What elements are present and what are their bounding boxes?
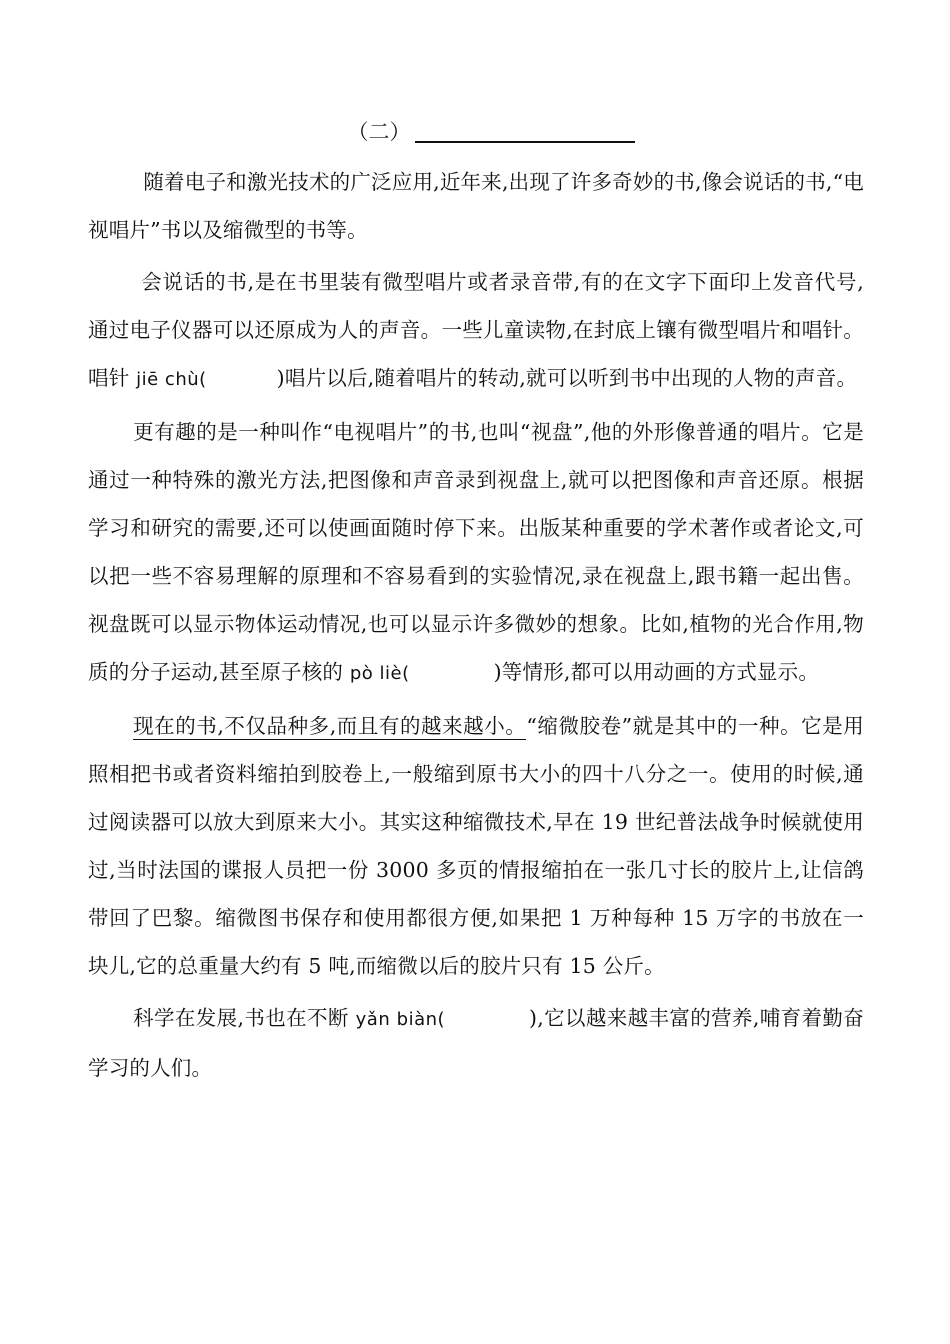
title-blank[interactable] xyxy=(415,119,635,143)
paragraph-2 xyxy=(88,258,864,404)
pinyin-jie-chu: jiē chù( xyxy=(136,369,207,390)
paragraph-4 xyxy=(88,702,864,990)
pinyin-yan-bian: yǎn biàn( xyxy=(355,1009,446,1030)
section-number: （二） xyxy=(347,120,411,144)
paragraph-3-text-b: )等情形,都可以用动画的方式显示。 xyxy=(493,660,820,684)
paragraph-1 xyxy=(88,158,864,254)
underlined-sentence: 现在的书,不仅品种多,而且有的越来越小。 xyxy=(133,714,527,738)
paragraph-2-text-b: )唱片以后,随着唱片的转动,就可以听到书中出现的人物的声音。 xyxy=(276,366,858,390)
section-heading xyxy=(88,112,864,152)
paragraph-4-text: “缩微胶卷”就是其中的一种。它是用照相把书或者资料缩拍到胶卷上,一般缩到原书大小的四十八分之一。使用的时候,通过阅读器可以放大到原来大小。其实这种缩微技术,早在 19 世纪普法战争时候就使用过,当时法国的谍报人员把一份 3000 多页的情报缩拍在一张几寸长的胶片上,让信鸽带回了巴黎。缩微图书保存和使用都很方便,如果把 1 万种每种 15 万字的书放在一块儿,它的总重量大约有 5 吨,而缩微以后的胶片只有 15 公斤。 xyxy=(88,714,864,978)
paragraph-5-text-b: ),它以越来越丰富的营养,哺育着勤奋学习的人们。 xyxy=(88,1006,865,1080)
paragraph-5 xyxy=(88,994,864,1092)
paragraph-3-text-a: 更有趣的是一种叫作“电视唱片”的书,也叫“视盘”,他的外形像普通的唱片。它是通过一种特殊的激光方法,把图像和声音录到视盘上,就可以把图像和声音还原。根据学习和研究的需要,还可以使画面随时停下来。出版某种重要的学术著作或者论文,可以把一些不容易理解的原理和不容易看到的实验情况,录在视盘上,跟书籍一起出售。视盘既可以显示物体运动情况,也可以显示许多微妙的想象。比如,植物的光合作用,物质的分子运动,甚至原子核的 xyxy=(88,420,864,684)
paragraph-5-text-a: 科学在发展,书也在不断 xyxy=(133,1006,356,1030)
paragraph-1-text: 随着电子和激光技术的广泛应用,近年来,出现了许多奇妙的书,像会说话的书,“电视唱片”书以及缩微型的书等。 xyxy=(88,170,864,242)
paragraph-2-text-a: 会说话的书,是在书里装有微型唱片或者录音带,有的在文字下面印上发音代号,通过电子仪器可以还原成为人的声音。一些儿童读物,在封底上镶有微型唱片和唱针。唱针 xyxy=(88,270,864,390)
pinyin-po-lie: pò liè( xyxy=(349,663,410,684)
paragraph-3 xyxy=(88,408,864,698)
document-page xyxy=(88,112,864,1096)
